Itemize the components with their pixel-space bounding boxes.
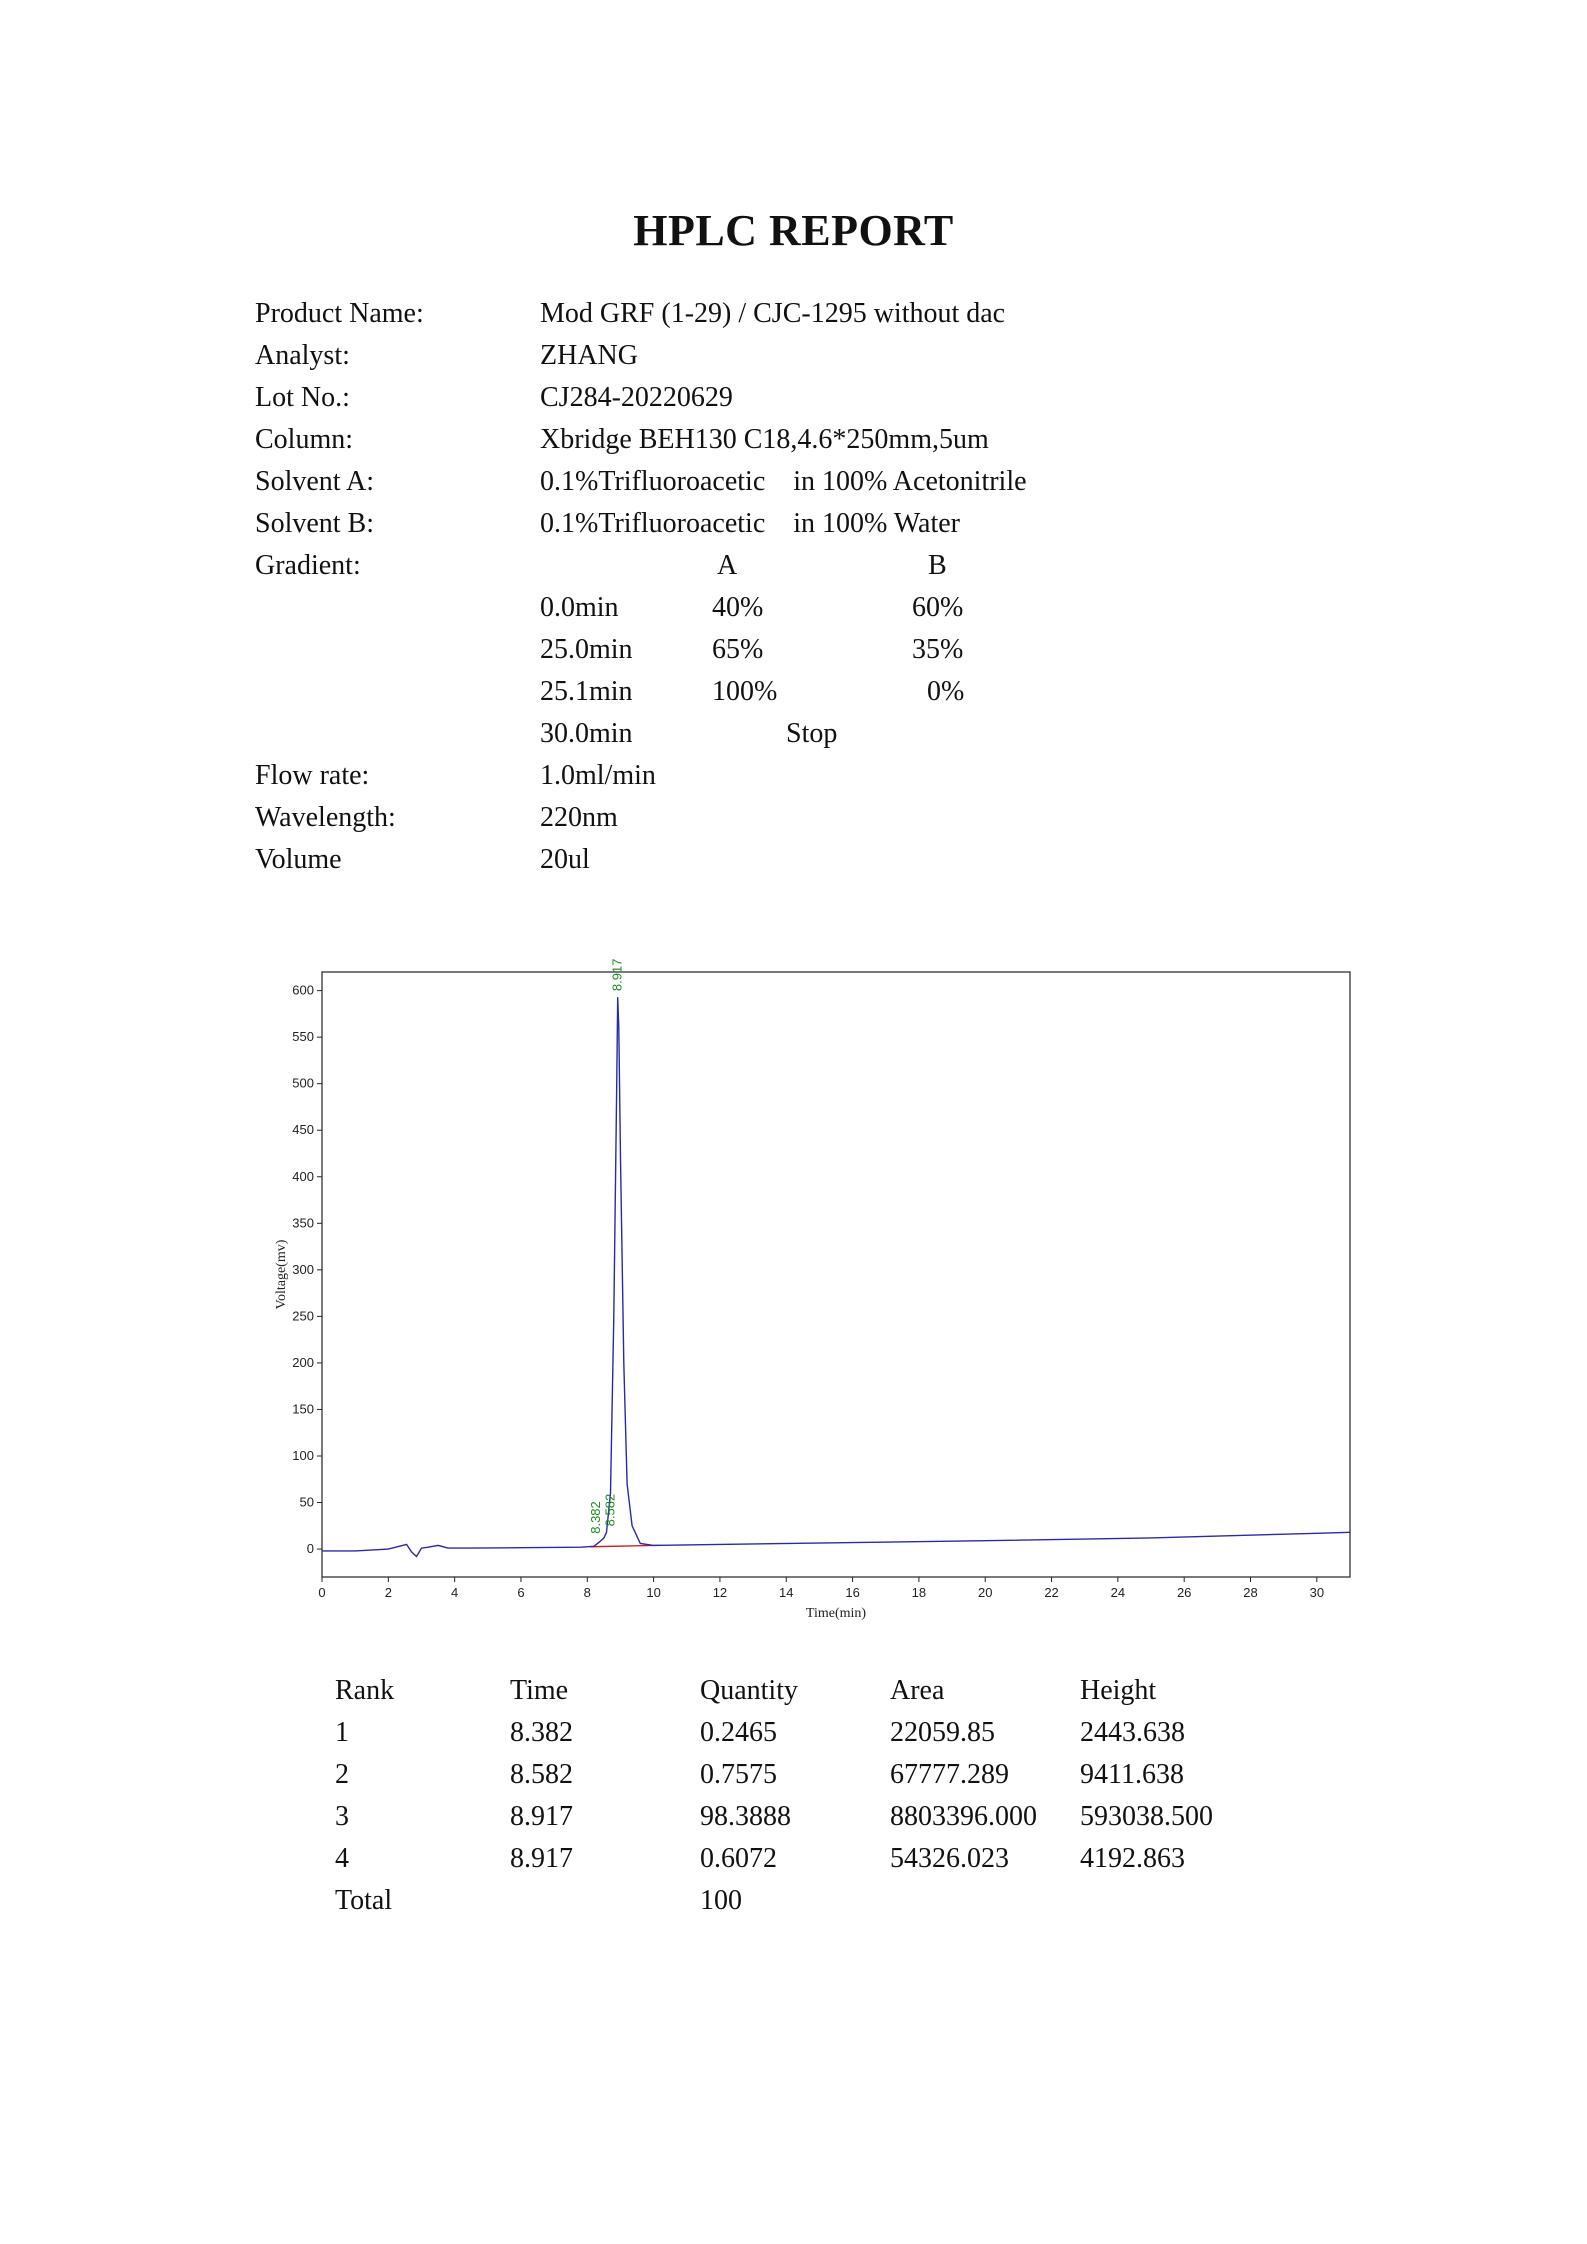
results-cell: 8.582: [510, 1759, 573, 1790]
gradient-stop-label: Stop: [786, 718, 838, 749]
results-header-rank: Rank: [335, 1675, 395, 1706]
gradient-stop-time: 30.0min: [540, 718, 633, 749]
info-value: 20ul: [540, 844, 590, 875]
x-tick-label: 20: [977, 1585, 993, 1600]
y-tick-label: 450: [292, 1122, 314, 1138]
x-tick-label: 6: [517, 1585, 525, 1600]
gradient-time: 25.0min: [540, 634, 633, 665]
x-tick-label: 2: [384, 1585, 392, 1600]
results-cell: 98.3888: [700, 1801, 791, 1832]
y-axis: [292, 983, 322, 1556]
results-header-height: Height: [1080, 1675, 1157, 1706]
info-value: Xbridge BEH130 C18,4.6*250mm,5um: [540, 424, 989, 455]
x-tick-label: 10: [646, 1585, 661, 1600]
x-tick-label: 18: [911, 1585, 927, 1600]
gradient-time: 25.1min: [540, 676, 633, 707]
results-header-time: Time: [510, 1675, 569, 1706]
gradient-b: 60%: [912, 592, 964, 623]
info-label: Flow rate:: [255, 760, 370, 791]
y-tick-label: 300: [292, 1261, 314, 1277]
peak-label: 8.582: [602, 1493, 618, 1527]
gradient-header-b: B: [928, 550, 947, 581]
info-value: 1.0ml/min: [540, 760, 656, 791]
x-tick-label: 0: [318, 1585, 326, 1600]
x-tick-label: 24: [1110, 1585, 1126, 1600]
x-tick-label: 16: [845, 1585, 860, 1600]
y-tick-label: 250: [292, 1308, 314, 1324]
y-tick-label: 0: [306, 1541, 314, 1557]
gradient-b: 35%: [912, 634, 964, 665]
info-label: Product Name:: [255, 298, 424, 329]
info-value: CJ284-20220629: [540, 382, 733, 413]
x-tick-label: 26: [1176, 1585, 1192, 1600]
y-tick-label: 200: [292, 1354, 314, 1370]
results-cell: 4192.863: [1080, 1843, 1185, 1874]
x-tick-label: 28: [1243, 1585, 1258, 1600]
results-cell: 8.382: [510, 1717, 573, 1748]
chromatogram-svg: [255, 955, 1375, 1635]
info-label: Solvent B:: [255, 508, 375, 539]
results-cell: 67777.289: [890, 1759, 1009, 1790]
info-value: 0.1%Trifluoroacetic in 100% Water: [540, 508, 960, 539]
gradient-a: 40%: [712, 592, 764, 623]
y-tick-label: 400: [292, 1168, 314, 1184]
results-cell: 593038.500: [1080, 1801, 1213, 1832]
results-header-quantity: Quantity: [700, 1675, 798, 1706]
results-cell: 1: [335, 1717, 349, 1748]
x-axis: [318, 1577, 1324, 1600]
results-cell: 8803396.000: [890, 1801, 1037, 1832]
peak-label: 8.382: [587, 1501, 603, 1534]
info-value: ZHANG: [540, 340, 638, 371]
results-cell: 54326.023: [890, 1843, 1009, 1874]
results-cell: 4: [335, 1843, 349, 1874]
y-tick-label: 100: [292, 1448, 314, 1463]
results-cell: 22059.85: [890, 1717, 995, 1748]
info-value: 220nm: [540, 802, 618, 833]
results-cell: 2443.638: [1080, 1717, 1185, 1748]
results-cell: 8.917: [510, 1843, 573, 1874]
results-cell: 0.7575: [700, 1759, 777, 1790]
y-tick-label: 600: [292, 982, 314, 998]
x-axis-title: Time(min): [805, 1606, 867, 1621]
y-tick-label: 550: [292, 1029, 314, 1045]
info-label: Solvent A:: [255, 466, 375, 497]
gradient-b: 0%: [927, 676, 965, 707]
info-label: Analyst:: [255, 340, 350, 371]
results-total-value: 100: [700, 1885, 742, 1916]
results-cell: 9411.638: [1080, 1759, 1184, 1790]
report-title: HPLC REPORT: [633, 206, 954, 255]
x-tick-label: 14: [779, 1585, 794, 1600]
peak-label: 8.917: [609, 958, 625, 992]
info-value: 0.1%Trifluoroacetic in 100% Acetonitrile: [540, 466, 1027, 497]
info-label: Wavelength:: [255, 802, 396, 833]
results-cell: 3: [335, 1801, 349, 1832]
gradient-header-a: A: [717, 550, 738, 581]
x-tick-label: 30: [1309, 1585, 1325, 1600]
y-tick-label: 350: [292, 1215, 314, 1231]
results-cell: 0.6072: [700, 1843, 777, 1874]
info-value: Mod GRF (1-29) / CJC-1295 without dac: [540, 298, 1006, 329]
results-cell: 0.2465: [700, 1717, 777, 1748]
x-tick-label: 12: [712, 1585, 728, 1600]
x-tick-label: 22: [1044, 1585, 1059, 1600]
results-cell: 8.917: [510, 1801, 573, 1832]
info-label: Volume: [255, 844, 342, 875]
results-header-area: Area: [890, 1675, 945, 1706]
gradient-label: Gradient:: [255, 550, 361, 581]
chromatogram: [255, 955, 1375, 1635]
y-axis-title: Voltage(mv): [274, 1239, 289, 1310]
info-label: Column:: [255, 424, 354, 455]
gradient-a: 65%: [712, 634, 764, 665]
y-tick-label: 500: [292, 1075, 314, 1091]
x-tick-label: 4: [451, 1585, 459, 1600]
gradient-a: 100%: [712, 676, 778, 707]
info-label: Lot No.:: [255, 382, 350, 413]
plot-frame: [322, 972, 1350, 1577]
results-cell: 2: [335, 1759, 349, 1790]
gradient-time: 0.0min: [540, 592, 619, 623]
chromatogram-trace: [322, 997, 1350, 1556]
y-tick-label: 50: [299, 1494, 314, 1510]
results-total-label: Total: [335, 1885, 393, 1916]
y-tick-label: 150: [292, 1401, 314, 1417]
x-tick-label: 8: [583, 1585, 591, 1600]
